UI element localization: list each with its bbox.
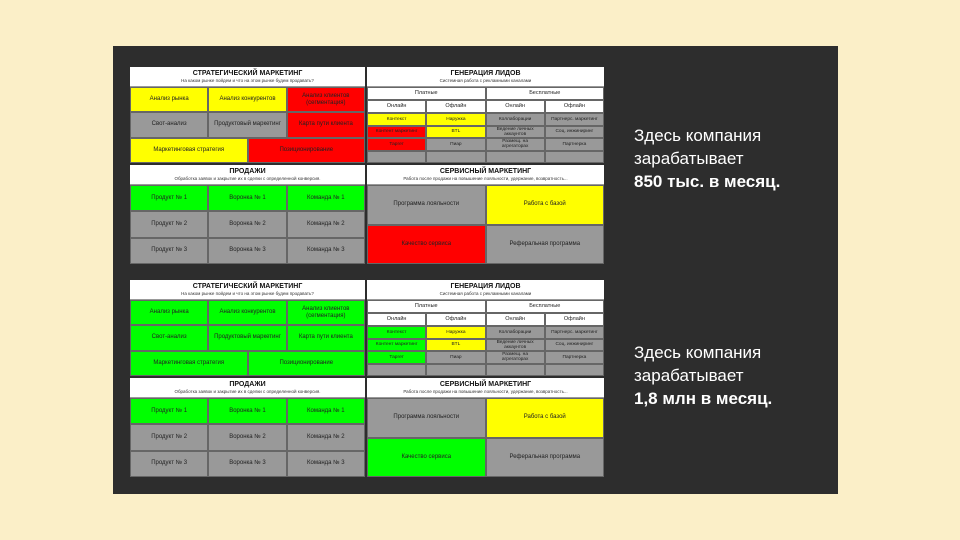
service-marketing xyxy=(367,378,604,477)
service-cell: Программа лояльности xyxy=(367,398,486,438)
sales-subtitle: Обработка заявок и закрытие их в сделки с определенной конверсия. xyxy=(174,176,321,181)
service-marketing-subtitle: Работа после продажи на повышение лояльности, удержание, возвратность... xyxy=(403,176,568,181)
strategic-marketing-body xyxy=(130,87,365,163)
sales-cell: Продукт № 1 xyxy=(130,398,208,424)
sales-body xyxy=(130,398,365,477)
caption-line: Здесь компания xyxy=(634,126,762,145)
lead-group-header: Бесплатные xyxy=(486,300,605,313)
lead-cell: BTL xyxy=(426,339,485,352)
sales-row xyxy=(130,424,365,450)
strategic-row xyxy=(130,300,365,325)
lead-cell xyxy=(545,151,604,164)
lead-generation-header xyxy=(367,280,604,300)
sales xyxy=(130,378,367,477)
lead-cell xyxy=(486,364,545,377)
sales-cell: Команда № 3 xyxy=(287,238,365,264)
strategic-cell: Позиционирование xyxy=(248,351,366,376)
lead-generation-title: ГЕНЕРАЦИЯ ЛИДОВ xyxy=(450,70,521,77)
caption-line: зарабатывает xyxy=(634,366,744,385)
strategic-cell: Карта пути клиента xyxy=(287,325,365,350)
service-cell: Программа лояльности xyxy=(367,185,486,225)
lead-row xyxy=(367,364,604,377)
sales-row xyxy=(130,185,365,211)
strategic-marketing xyxy=(130,67,367,165)
lead-generation-subtitle: Системная работа с рекламными каналами xyxy=(439,78,532,83)
lead-cell: Партнерс. маркетинг xyxy=(545,326,604,339)
strategic-marketing-header xyxy=(130,280,365,300)
lead-cell: Таргет xyxy=(367,351,426,364)
sales-header xyxy=(130,165,365,185)
strategic-cell: Анализ рынка xyxy=(130,300,208,325)
lead-generation xyxy=(367,67,604,165)
lead-cell xyxy=(367,151,426,164)
lead-group-header: Бесплатные xyxy=(486,87,605,100)
sales-row xyxy=(130,398,365,424)
lead-cell: Коллаборации xyxy=(486,113,545,126)
sales-cell: Воронка № 3 xyxy=(208,451,286,477)
service-marketing-header xyxy=(367,378,604,398)
lead-row xyxy=(367,138,604,151)
sales-cell: Команда № 2 xyxy=(287,211,365,237)
service-marketing-header xyxy=(367,165,604,185)
marketing-board-2 xyxy=(130,280,604,477)
lead-cell: Контекст xyxy=(367,113,426,126)
strategic-marketing-subtitle: На каком рынке пойдем и что на этом рынке будем продавать? xyxy=(181,78,314,83)
lead-group-header: Платные xyxy=(367,300,486,313)
lead-cell: Соц. инжиниринг xyxy=(545,126,604,139)
lead-cell: Ведение личных аккаунтов xyxy=(486,339,545,352)
sales xyxy=(130,165,367,264)
service-row xyxy=(367,438,604,478)
strategic-cell: Анализ клиентов (сегментация) xyxy=(287,300,365,325)
lead-group-header: Платные xyxy=(367,87,486,100)
sales-cell: Воронка № 2 xyxy=(208,211,286,237)
lead-cell: Контент маркетинг xyxy=(367,126,426,139)
lead-cell: Пиар xyxy=(426,138,485,151)
lead-cell: Наружка xyxy=(426,113,485,126)
lead-column-header: Онлайн xyxy=(367,100,426,113)
strategic-row xyxy=(130,112,365,137)
service-row xyxy=(367,225,604,265)
sales-cell: Воронка № 1 xyxy=(208,398,286,424)
strategic-row xyxy=(130,87,365,112)
sales-body xyxy=(130,185,365,264)
strategic-row xyxy=(130,351,365,376)
lead-generation-body xyxy=(367,87,604,163)
lead-cell: BTL xyxy=(426,126,485,139)
service-cell: Реферальная программа xyxy=(486,225,605,265)
caption-revenue: 1,8 млн в месяц. xyxy=(634,389,773,408)
strategic-row xyxy=(130,138,365,163)
lead-column-header: Офлайн xyxy=(545,100,604,113)
sales-cell: Команда № 2 xyxy=(287,424,365,450)
lead-column-header: Онлайн xyxy=(367,313,426,326)
lead-cell xyxy=(367,364,426,377)
service-cell: Качество сервиса xyxy=(367,225,486,265)
lead-generation-body xyxy=(367,300,604,376)
lead-cell xyxy=(486,151,545,164)
lead-cell xyxy=(426,364,485,377)
strategic-cell: Маркетинговая стратегия xyxy=(130,138,248,163)
lead-cell: Размещ. на агрегаторах xyxy=(486,138,545,151)
strategic-cell: Анализ конкурентов xyxy=(208,87,286,112)
lead-cell: Партнерс. маркетинг xyxy=(545,113,604,126)
lead-generation xyxy=(367,280,604,378)
sales-row xyxy=(130,238,365,264)
lead-column-header: Офлайн xyxy=(426,100,485,113)
strategic-cell: Анализ конкурентов xyxy=(208,300,286,325)
service-marketing-title: СЕРВИСНЫЙ МАРКЕТИНГ xyxy=(439,381,532,388)
lead-groups-row xyxy=(367,87,604,100)
sales-cell: Команда № 1 xyxy=(287,398,365,424)
strategic-marketing-body xyxy=(130,300,365,376)
caption-line: зарабатывает xyxy=(634,149,744,168)
lead-cell: Пиар xyxy=(426,351,485,364)
strategic-marketing-title: СТРАТЕГИЧЕСКИЙ МАРКЕТИНГ xyxy=(192,283,303,290)
lead-cell: Размещ. на агрегаторах xyxy=(486,351,545,364)
service-cell: Реферальная программа xyxy=(486,438,605,478)
service-marketing-body xyxy=(367,398,604,477)
sales-subtitle: Обработка заявок и закрытие их в сделки с определенной конверсия. xyxy=(174,389,321,394)
strategic-cell: Продуктовый маркетинг xyxy=(208,112,286,137)
service-row xyxy=(367,398,604,438)
lead-row xyxy=(367,126,604,139)
strategic-cell: Свот-анализ xyxy=(130,325,208,350)
sales-title: ПРОДАЖИ xyxy=(229,168,266,175)
service-cell: Качество сервиса xyxy=(367,438,486,478)
strategic-cell: Продуктовый маркетинг xyxy=(208,325,286,350)
lead-cell: Партнерка xyxy=(545,351,604,364)
sales-header xyxy=(130,378,365,398)
sales-cell: Воронка № 3 xyxy=(208,238,286,264)
strategic-cell: Анализ клиентов (сегментация) xyxy=(287,87,365,112)
sales-cell: Продукт № 1 xyxy=(130,185,208,211)
sales-cell: Продукт № 3 xyxy=(130,451,208,477)
sales-row xyxy=(130,451,365,477)
lead-cell: Таргет xyxy=(367,138,426,151)
service-marketing-body xyxy=(367,185,604,264)
lead-cell xyxy=(545,364,604,377)
lead-columns-row xyxy=(367,313,604,326)
sales-cell: Продукт № 2 xyxy=(130,424,208,450)
strategic-marketing-subtitle: На каком рынке пойдем и что на этом рынке будем продавать? xyxy=(181,291,314,296)
sales-cell: Команда № 3 xyxy=(287,451,365,477)
strategic-row xyxy=(130,325,365,350)
strategic-marketing xyxy=(130,280,367,378)
lead-cell: Соц. инжиниринг xyxy=(545,339,604,352)
strategic-marketing-title: СТРАТЕГИЧЕСКИЙ МАРКЕТИНГ xyxy=(192,70,303,77)
sales-cell: Команда № 1 xyxy=(287,185,365,211)
strategic-cell: Анализ рынка xyxy=(130,87,208,112)
strategic-cell: Свот-анализ xyxy=(130,112,208,137)
sales-cell: Продукт № 3 xyxy=(130,238,208,264)
lead-row xyxy=(367,339,604,352)
lead-column-header: Офлайн xyxy=(426,313,485,326)
service-cell: Работа с базой xyxy=(486,398,605,438)
strategic-cell: Позиционирование xyxy=(248,138,366,163)
lead-cell: Контекст xyxy=(367,326,426,339)
lead-groups-row xyxy=(367,300,604,313)
lead-row xyxy=(367,113,604,126)
lead-cell xyxy=(426,151,485,164)
strategic-marketing-header xyxy=(130,67,365,87)
lead-cell: Ведение личных аккаунтов xyxy=(486,126,545,139)
sales-title: ПРОДАЖИ xyxy=(229,381,266,388)
service-marketing-subtitle: Работа после продажи на повышение лояльности, удержание, возвратность... xyxy=(403,389,568,394)
lead-generation-title: ГЕНЕРАЦИЯ ЛИДОВ xyxy=(450,283,521,290)
lead-generation-subtitle: Системная работа с рекламными каналами xyxy=(439,291,532,296)
strategic-cell: Маркетинговая стратегия xyxy=(130,351,248,376)
lead-columns-row xyxy=(367,100,604,113)
caption-line: Здесь компания xyxy=(634,343,762,362)
lead-column-header: Офлайн xyxy=(545,313,604,326)
caption-revenue: 850 тыс. в месяц. xyxy=(634,172,781,191)
sales-cell: Продукт № 2 xyxy=(130,211,208,237)
sales-cell: Воронка № 1 xyxy=(208,185,286,211)
lead-generation-header xyxy=(367,67,604,87)
strategic-cell: Карта пути клиента xyxy=(287,112,365,137)
service-cell: Работа с базой xyxy=(486,185,605,225)
marketing-board-1 xyxy=(130,67,604,264)
sales-row xyxy=(130,211,365,237)
service-marketing xyxy=(367,165,604,264)
lead-row xyxy=(367,326,604,339)
caption-2 xyxy=(634,341,934,410)
lead-cell: Коллаборации xyxy=(486,326,545,339)
lead-row xyxy=(367,351,604,364)
service-marketing-title: СЕРВИСНЫЙ МАРКЕТИНГ xyxy=(439,168,532,175)
lead-column-header: Онлайн xyxy=(486,100,545,113)
lead-cell: Наружка xyxy=(426,326,485,339)
caption-1 xyxy=(634,124,934,193)
lead-column-header: Онлайн xyxy=(486,313,545,326)
lead-row xyxy=(367,151,604,164)
lead-cell: Контент маркетинг xyxy=(367,339,426,352)
lead-cell: Партнерка xyxy=(545,138,604,151)
service-row xyxy=(367,185,604,225)
sales-cell: Воронка № 2 xyxy=(208,424,286,450)
